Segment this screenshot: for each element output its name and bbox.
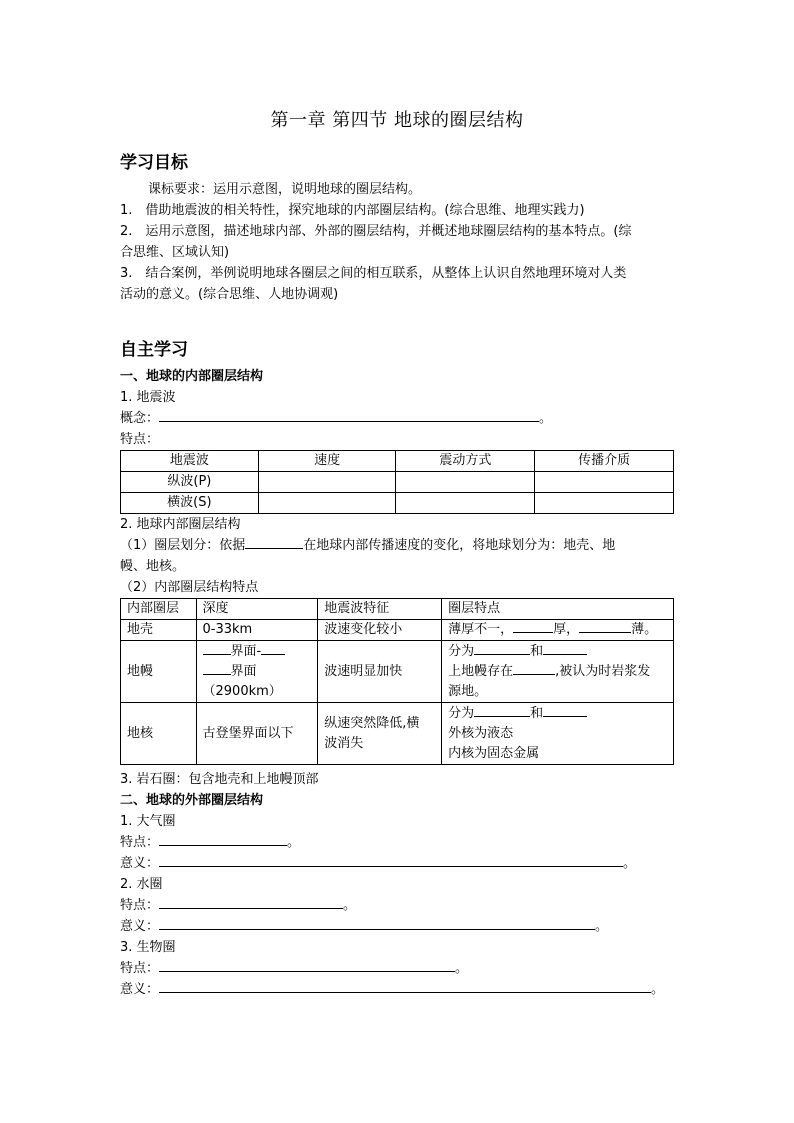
- mantle-blank[interactable]: [543, 642, 587, 655]
- table-row-crust: [121, 620, 674, 641]
- internal-features-label: （2）内部圈层结构特点: [120, 580, 259, 595]
- atmosphere-heading: 1. 大气圈: [120, 814, 176, 829]
- table-header-row: [121, 451, 674, 472]
- meaning-label: 意义：: [120, 982, 160, 997]
- table-header-cell: 深度: [196, 599, 318, 620]
- table-header-cell: 地震波: [121, 451, 259, 472]
- layer-features: [442, 641, 674, 703]
- layer-name: 地核: [121, 703, 197, 765]
- table-cell: 纵波(P): [121, 472, 259, 493]
- features-label: 特点：: [120, 835, 160, 850]
- self-study-heading: 自主学习: [120, 340, 188, 360]
- hydrosphere-heading: 2. 水圈: [120, 877, 163, 892]
- layer-name: 地幔: [121, 641, 197, 703]
- wave-line: 波消失: [324, 735, 364, 751]
- objective-item: 合思维、区域认知): [120, 245, 230, 260]
- feature-line: 外核为液态: [448, 725, 514, 741]
- features-label: 特点：: [120, 961, 160, 976]
- feature-text: 薄厚不一，: [448, 622, 514, 637]
- feature-line: [448, 704, 667, 724]
- concept-blank[interactable]: [159, 409, 539, 422]
- table-header-cell: 圈层特点: [442, 599, 674, 620]
- concept-label: 概念：: [120, 411, 160, 426]
- section-internal-heading: 一、地球的内部圈层结构: [120, 369, 264, 384]
- table-row: [121, 493, 674, 514]
- boundary-blank[interactable]: [203, 662, 231, 675]
- concept-end: 。: [539, 411, 553, 426]
- layer-name: 地壳: [121, 620, 197, 641]
- table-row-mantle: [121, 641, 674, 703]
- meaning-label: 意义：: [120, 919, 160, 934]
- crust-blank[interactable]: [579, 620, 631, 633]
- depth-text: 界面-: [230, 643, 262, 659]
- table-cell: 横波(S): [121, 493, 259, 514]
- biosphere-meaning-blank[interactable]: [159, 980, 651, 993]
- layer-depth: 古登堡界面以下: [196, 703, 318, 765]
- table-header-row: [121, 599, 674, 620]
- internal-layers-table: [120, 598, 674, 765]
- period: 。: [595, 919, 609, 934]
- core-blank[interactable]: [474, 704, 530, 717]
- atmosphere-meaning-blank[interactable]: [159, 854, 623, 867]
- lithosphere-line: 3. 岩石圈：包含地壳和上地幔顶部: [120, 772, 319, 787]
- table-cell-blank[interactable]: [258, 472, 396, 493]
- feature-line: 源地。: [448, 683, 488, 699]
- depth-text: 界面: [230, 663, 257, 679]
- biosphere-features-line: [120, 959, 468, 979]
- standard-requirement: 课标要求：运用示意图，说明地球的圈层结构。: [148, 182, 422, 197]
- layer-wave: [318, 703, 442, 765]
- table-row-core: [121, 703, 674, 765]
- crust-blank[interactable]: [513, 620, 553, 633]
- table-header-cell: 震动方式: [396, 451, 535, 472]
- depth-line: [203, 642, 312, 662]
- hydrosphere-features-blank[interactable]: [159, 896, 343, 909]
- division-text: 在地球内部传播速度的变化，将地球划分为：地壳、地: [303, 538, 616, 553]
- seismic-wave-table: [120, 450, 674, 514]
- objective-item: 2. 运用示意图，描述地球内部、外部的圈层结构，并概述地球圈层结构的基本特点。(综: [120, 224, 632, 239]
- layer-wave: 波速变化较小: [318, 620, 442, 641]
- table-cell-blank[interactable]: [535, 493, 674, 514]
- concept-line: [120, 409, 552, 429]
- biosphere-features-blank[interactable]: [159, 959, 455, 972]
- section-external-heading: 二、地球的外部圈层结构: [120, 793, 264, 808]
- wave-line: 纵速突然降低,横: [324, 715, 420, 731]
- feature-text: 薄。: [631, 622, 658, 637]
- objective-item: 1. 借助地震波的相关特性，探究地球的内部圈层结构。(综合思维、地理实践力): [120, 203, 585, 218]
- feature-text: 和: [530, 705, 544, 721]
- atmosphere-features-line: [120, 833, 300, 853]
- objective-item: 活动的意义。(综合思维、人地协调观): [120, 287, 339, 302]
- hydrosphere-meaning-line: [120, 917, 608, 937]
- layer-features: [442, 620, 674, 641]
- feature-text: 厚，: [553, 622, 580, 637]
- period: 。: [343, 898, 357, 913]
- feature-line: 内核为固态金属: [448, 745, 540, 761]
- layer-features: [442, 703, 674, 765]
- mantle-blank[interactable]: [513, 662, 555, 675]
- table-header-cell: 地震波特征: [318, 599, 442, 620]
- seismic-heading: 1. 地震波: [120, 390, 176, 405]
- feature-text: 和: [530, 643, 544, 659]
- biosphere-meaning-line: [120, 980, 664, 1000]
- features-label: 特点：: [120, 432, 160, 447]
- period: 。: [651, 982, 665, 997]
- objectives-heading: 学习目标: [120, 153, 188, 173]
- layer-depth: [196, 641, 318, 703]
- core-blank[interactable]: [543, 704, 587, 717]
- period: 。: [623, 856, 637, 871]
- biosphere-heading: 3. 生物圈: [120, 940, 176, 955]
- mantle-blank[interactable]: [474, 642, 530, 655]
- feature-text: 分为: [448, 643, 475, 659]
- depth-line: [203, 662, 312, 682]
- table-header-cell: 内部圈层: [121, 599, 197, 620]
- table-cell-blank[interactable]: [396, 472, 535, 493]
- division-line: [120, 536, 615, 556]
- hydrosphere-meaning-blank[interactable]: [159, 917, 595, 930]
- boundary-blank[interactable]: [203, 642, 231, 655]
- table-header-cell: 速度: [258, 451, 396, 472]
- table-cell-blank[interactable]: [396, 493, 535, 514]
- table-cell-blank[interactable]: [535, 472, 674, 493]
- layer-depth: 0-33km: [196, 620, 318, 641]
- division-blank[interactable]: [245, 536, 303, 549]
- division-text: （1）圈层划分：依据: [120, 538, 246, 553]
- feature-text: ,被认为时岩浆发: [555, 663, 651, 679]
- feature-line: [448, 642, 667, 662]
- feature-text: 上地幔存在: [448, 663, 514, 679]
- layer-wave: 波速明显加快: [318, 641, 442, 703]
- features-label: 特点：: [120, 898, 160, 913]
- atmosphere-meaning-line: [120, 854, 636, 874]
- period: 。: [455, 961, 469, 976]
- table-header-cell: 传播介质: [535, 451, 674, 472]
- period: 。: [287, 835, 301, 850]
- page-title: 第一章 第四节 地球的圈层结构: [270, 110, 524, 131]
- atmosphere-features-blank[interactable]: [159, 833, 287, 846]
- boundary-blank[interactable]: [261, 642, 285, 655]
- depth-line: （2900km）: [202, 683, 282, 699]
- division-text: 幔、地核。: [120, 559, 186, 574]
- table-row: [121, 472, 674, 493]
- feature-text: 分为: [448, 705, 475, 721]
- feature-line: [448, 662, 667, 682]
- meaning-label: 意义：: [120, 856, 160, 871]
- objective-item: 3. 结合案例，举例说明地球各圈层之间的相互联系，从整体上认识自然地理环境对人类: [120, 266, 627, 281]
- hydrosphere-features-line: [120, 896, 356, 916]
- table-cell-blank[interactable]: [258, 493, 396, 514]
- internal-heading: 2. 地球内部圈层结构: [120, 517, 241, 532]
